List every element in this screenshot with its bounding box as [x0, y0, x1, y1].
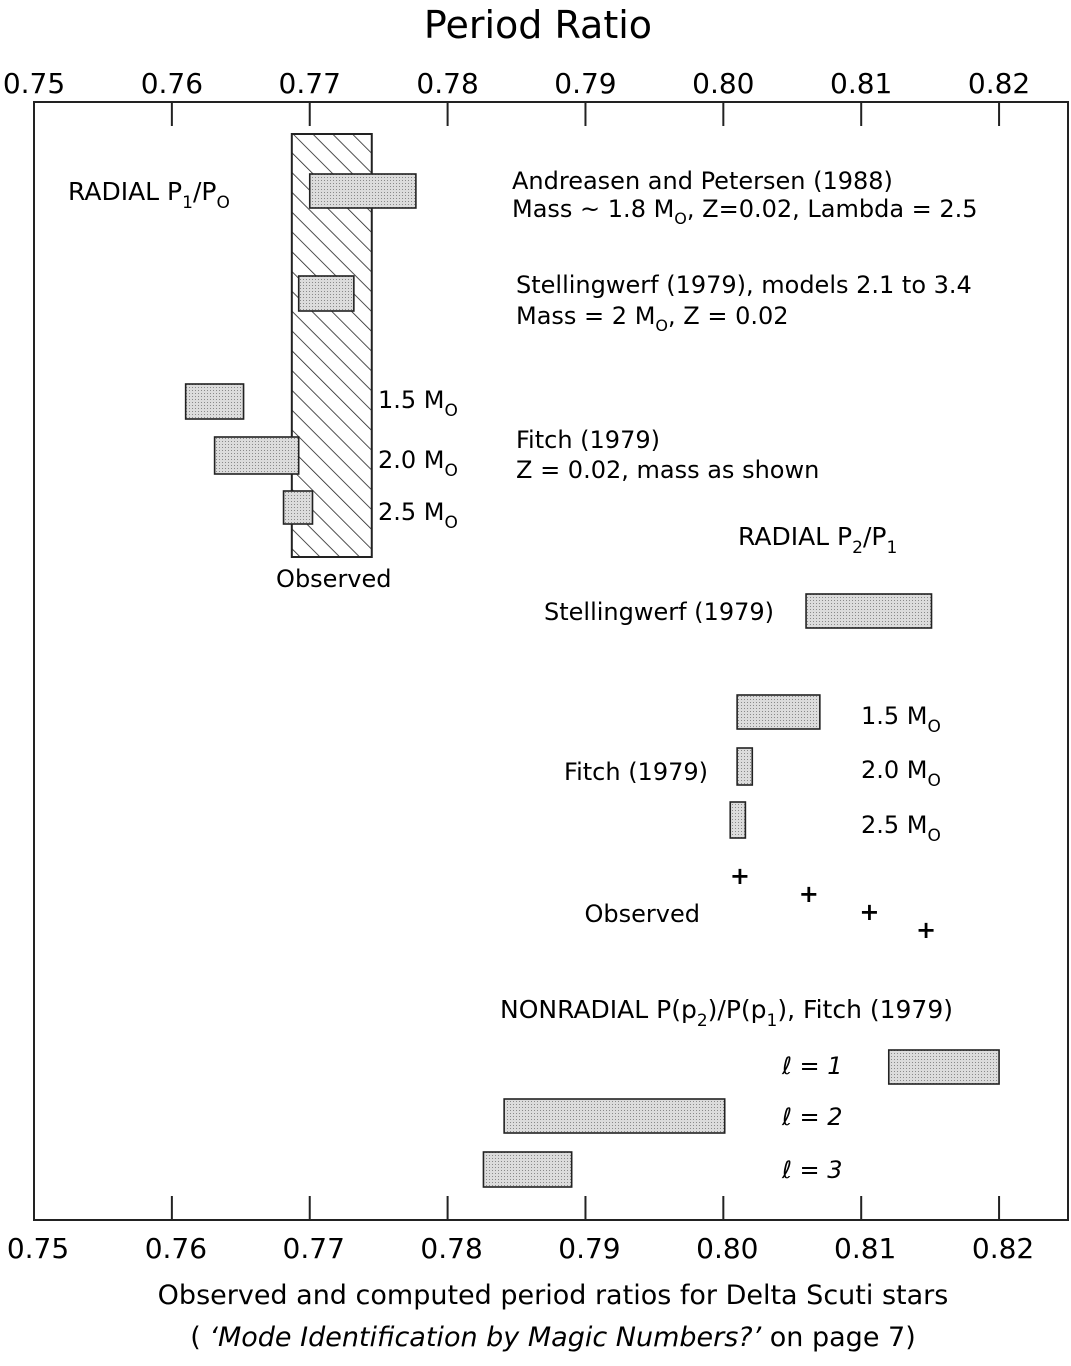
top-tick-label-0.75: 0.75: [2, 67, 66, 100]
label-andreasen-petersen-params: Mass ~ 1.8 $M_O$, Z=0.02, Lambda = 2.5: [512, 195, 978, 228]
bar-stellingwerf-radial: [299, 276, 354, 311]
bottom-axis-ticks: [7, 1196, 1034, 1265]
label-fitch-radial: Fitch (1979): [516, 426, 660, 454]
label-stellingwerf-radial: Stellingwerf (1979), models 2.1 to 3.4: [516, 271, 972, 299]
caption-line-2: ( ‘Mode Identification by Magic Numbers?’ on page 7): [190, 1322, 916, 1353]
bottom-tick-label-0.79: 0.79: [558, 1232, 621, 1265]
mass-label-p2-p1-1-5: 1.5 $M_O$: [861, 702, 941, 737]
label-stellingwerf-radial-params: Mass = 2 $M_O$, Z = 0.02: [516, 302, 789, 335]
top-tick-label-0.78: 0.78: [416, 67, 479, 100]
section-title-radial-p2-p1: RADIAL $P_2/P_1$: [738, 522, 898, 558]
top-tick-label-0.81: 0.81: [830, 67, 893, 100]
section-title-radial-p1-p0: RADIAL $P_1/P_O$: [68, 177, 230, 213]
label-fitch-p2-p1: Fitch (1979): [564, 758, 708, 786]
mass-label-radial-2-0: 2.0 $M_O$: [378, 446, 458, 481]
bar-fitch-p2-p1-2-5: [730, 802, 745, 838]
bottom-tick-label-0.81: 0.81: [834, 1232, 897, 1265]
top-tick-label-0.80: 0.80: [692, 67, 755, 100]
bar-andreasen-petersen: [310, 174, 416, 208]
observed-point-1: +: [729, 862, 750, 890]
observed-point-2: +: [798, 880, 819, 908]
bar-fitch-radial-2-0: [215, 437, 299, 474]
observed-band-label: Observed: [276, 565, 392, 593]
label-nonradial-l1: ℓ = 1: [782, 1052, 843, 1080]
bottom-tick-label-0.76: 0.76: [144, 1232, 208, 1265]
top-tick-label-0.77: 0.77: [278, 67, 341, 100]
label-nonradial-l3: ℓ = 3: [782, 1156, 843, 1184]
observed-point-4: +: [915, 916, 937, 944]
mass-label-radial-1-5: 1.5 $M_O$: [378, 386, 458, 421]
section-title-nonradial: NONRADIAL $P(p_2)/P(p_1)$, Fitch (1979): [500, 995, 953, 1031]
bottom-tick-label-0.75: 0.75: [6, 1232, 70, 1265]
mass-label-radial-2-5: 2.5 $M_O$: [378, 498, 458, 533]
top-axis-ticks: [3, 67, 1030, 126]
bar-fitch-p2-p1-1-5: [737, 695, 820, 729]
bar-stellingwerf-p2-p1: [806, 594, 931, 628]
bar-fitch-radial-2-5: [284, 491, 313, 524]
mass-label-p2-p1-2-5: 2.5 $M_O$: [861, 811, 941, 846]
label-andreasen-petersen: Andreasen and Petersen (1988): [512, 167, 893, 195]
bottom-tick-label-0.78: 0.78: [420, 1232, 483, 1265]
top-tick-label-0.79: 0.79: [554, 67, 617, 100]
observed-point-3: +: [859, 898, 880, 926]
top-tick-label-0.82: 0.82: [967, 67, 1031, 100]
bar-nonradial-l1: [889, 1050, 999, 1084]
label-observed-p2-p1: Observed: [584, 900, 700, 928]
top-tick-label-0.76: 0.76: [140, 67, 204, 100]
mass-label-p2-p1-2-0: 2.0 $M_O$: [861, 756, 941, 791]
chart-title: Period Ratio: [423, 3, 653, 47]
bottom-tick-label-0.77: 0.77: [282, 1232, 345, 1265]
bar-nonradial-l3: [483, 1152, 571, 1187]
bottom-tick-label-0.80: 0.80: [696, 1232, 759, 1265]
label-stellingwerf-p2-p1: Stellingwerf (1979): [543, 598, 774, 626]
bar-fitch-p2-p1-2-0: [737, 748, 752, 785]
bottom-tick-label-0.82: 0.82: [971, 1232, 1035, 1265]
caption-line-1: Observed and computed period ratios for Delta Scuti stars: [157, 1280, 949, 1311]
bar-fitch-radial-1-5: [186, 384, 244, 419]
label-fitch-radial-params: Z = 0.02, mass as shown: [516, 456, 820, 484]
bar-nonradial-l2: [504, 1099, 725, 1133]
observed-points-p2-p1: [730, 862, 936, 944]
label-nonradial-l2: ℓ = 2: [782, 1103, 843, 1131]
